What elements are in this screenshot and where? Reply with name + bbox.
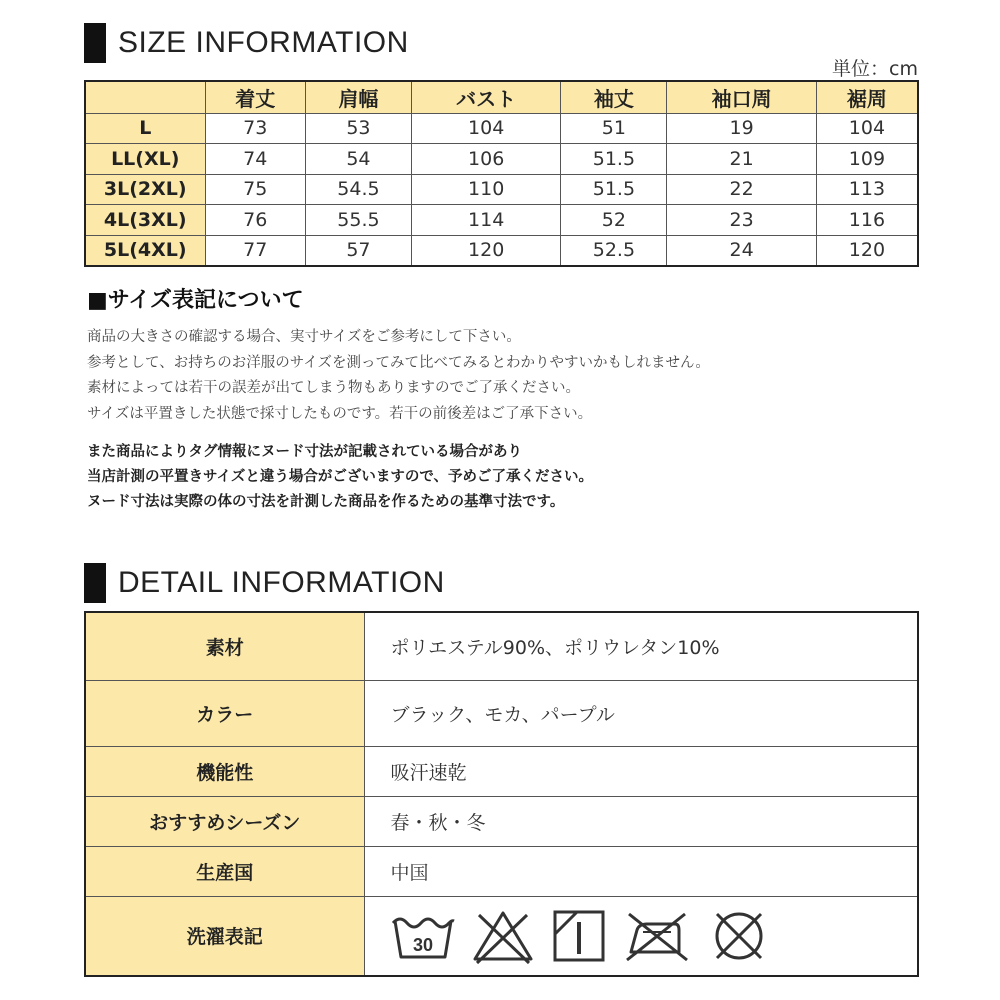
detail-label: 生産国 <box>85 846 364 896</box>
table-cell: 113 <box>816 174 918 205</box>
note-line: 参考として、お持ちのお洋服のサイズを測ってみて比べてみるとわかりやすいかもしれません。 <box>87 354 710 371</box>
size-label: 5L(4XL) <box>85 235 205 266</box>
table-cell: 110 <box>411 174 560 205</box>
note-bold-line: 当店計測の平置きサイズと違う場合がございますので、予めご了承ください。 <box>87 469 594 485</box>
wash-temperature: 30 <box>412 934 433 955</box>
size-table-corner <box>85 81 205 113</box>
table-cell: 21 <box>667 144 816 175</box>
detail-value: ポリエステル90%、ポリウレタン10% <box>364 612 918 680</box>
table-cell: 54 <box>305 144 411 175</box>
table-cell: 51.5 <box>561 144 667 175</box>
size-label: 4L(3XL) <box>85 205 205 236</box>
title-bar-decoration <box>84 563 106 603</box>
table-cell: 104 <box>411 113 560 144</box>
table-cell: 73 <box>205 113 305 144</box>
table-row <box>85 235 918 266</box>
table-cell: 19 <box>667 113 816 144</box>
table-cell: 54.5 <box>305 174 411 205</box>
detail-value: ブラック、モカ、パープル <box>364 680 918 746</box>
title-bar-decoration <box>84 23 106 63</box>
table-cell: 53 <box>305 113 411 144</box>
care-icons <box>391 906 918 966</box>
table-cell: 23 <box>667 205 816 236</box>
table-cell: 109 <box>816 144 918 175</box>
table-cell: 57 <box>305 235 411 266</box>
table-cell: 77 <box>205 235 305 266</box>
size-information-title: SIZE INFORMATION <box>118 26 409 59</box>
detail-row-origin <box>85 846 918 896</box>
detail-value: 春・秋・冬 <box>364 796 918 846</box>
size-notes-bold <box>87 440 593 515</box>
care-icons-cell <box>364 896 918 976</box>
detail-row-care <box>85 896 918 976</box>
no-bleach-icon <box>471 907 535 965</box>
detail-information-header <box>84 563 445 603</box>
detail-row-season <box>85 796 918 846</box>
detail-information-title: DETAIL INFORMATION <box>118 566 445 599</box>
column-header-hem: 裾周 <box>816 81 918 113</box>
table-cell: 74 <box>205 144 305 175</box>
table-cell: 52 <box>561 205 667 236</box>
table-cell: 52.5 <box>561 235 667 266</box>
detail-table <box>84 611 919 977</box>
column-header-sleeve: 袖丈 <box>561 81 667 113</box>
detail-value: 中国 <box>364 846 918 896</box>
table-row <box>85 113 918 144</box>
column-header-shoulder: 肩幅 <box>305 81 411 113</box>
size-table <box>84 80 919 267</box>
note-bold-line: ヌード寸法は実際の体の寸法を計測した商品を作るための基準寸法です。 <box>87 494 565 510</box>
table-cell: 104 <box>816 113 918 144</box>
detail-row-function <box>85 746 918 796</box>
column-header-cuff: 袖口周 <box>667 81 816 113</box>
note-bold-line: また商品によりタグ情報にヌード寸法が記載されている場合があり <box>87 444 522 460</box>
table-cell: 51.5 <box>561 174 667 205</box>
table-cell: 51 <box>561 113 667 144</box>
size-label: 3L(2XL) <box>85 174 205 205</box>
table-cell: 114 <box>411 205 560 236</box>
table-cell: 120 <box>411 235 560 266</box>
note-line: 素材によっては若干の誤差が出てしまう物もありますのでご了承ください。 <box>87 380 580 396</box>
size-information-header <box>84 23 409 63</box>
table-cell: 75 <box>205 174 305 205</box>
detail-label: カラー <box>85 680 364 746</box>
wash-30-icon <box>391 911 455 961</box>
note-line: サイズは平置きした状態で採寸したものです。若干の前後差はご了承下さい。 <box>87 405 593 422</box>
note-line: 商品の大きさの確認する場合、実寸サイズをご参考にして下さい。 <box>87 329 521 345</box>
table-row <box>85 174 918 205</box>
table-row <box>85 205 918 236</box>
detail-label: 機能性 <box>85 746 364 796</box>
size-notes <box>87 325 710 427</box>
table-row <box>85 144 918 175</box>
detail-row-color <box>85 680 918 746</box>
detail-row-material <box>85 612 918 680</box>
no-iron-icon <box>623 908 693 964</box>
size-notes-heading: ■サイズ表記について <box>87 288 304 313</box>
line-dry-icon <box>551 908 607 964</box>
column-header-length: 着丈 <box>205 81 305 113</box>
table-cell: 22 <box>667 174 816 205</box>
detail-label: 素材 <box>85 612 364 680</box>
size-label: LL(XL) <box>85 144 205 175</box>
column-header-bust: バスト <box>411 81 560 113</box>
size-label: L <box>85 113 205 144</box>
table-cell: 116 <box>816 205 918 236</box>
table-cell: 55.5 <box>305 205 411 236</box>
table-cell: 120 <box>816 235 918 266</box>
unit-label: 単位：cm <box>832 58 918 80</box>
table-cell: 76 <box>205 205 305 236</box>
table-cell: 24 <box>667 235 816 266</box>
size-table-header-row <box>85 81 918 113</box>
table-cell: 106 <box>411 144 560 175</box>
no-dry-clean-icon <box>709 906 769 966</box>
detail-value: 吸汗速乾 <box>364 746 918 796</box>
detail-label: おすすめシーズン <box>85 796 364 846</box>
detail-label: 洗濯表記 <box>85 896 364 976</box>
